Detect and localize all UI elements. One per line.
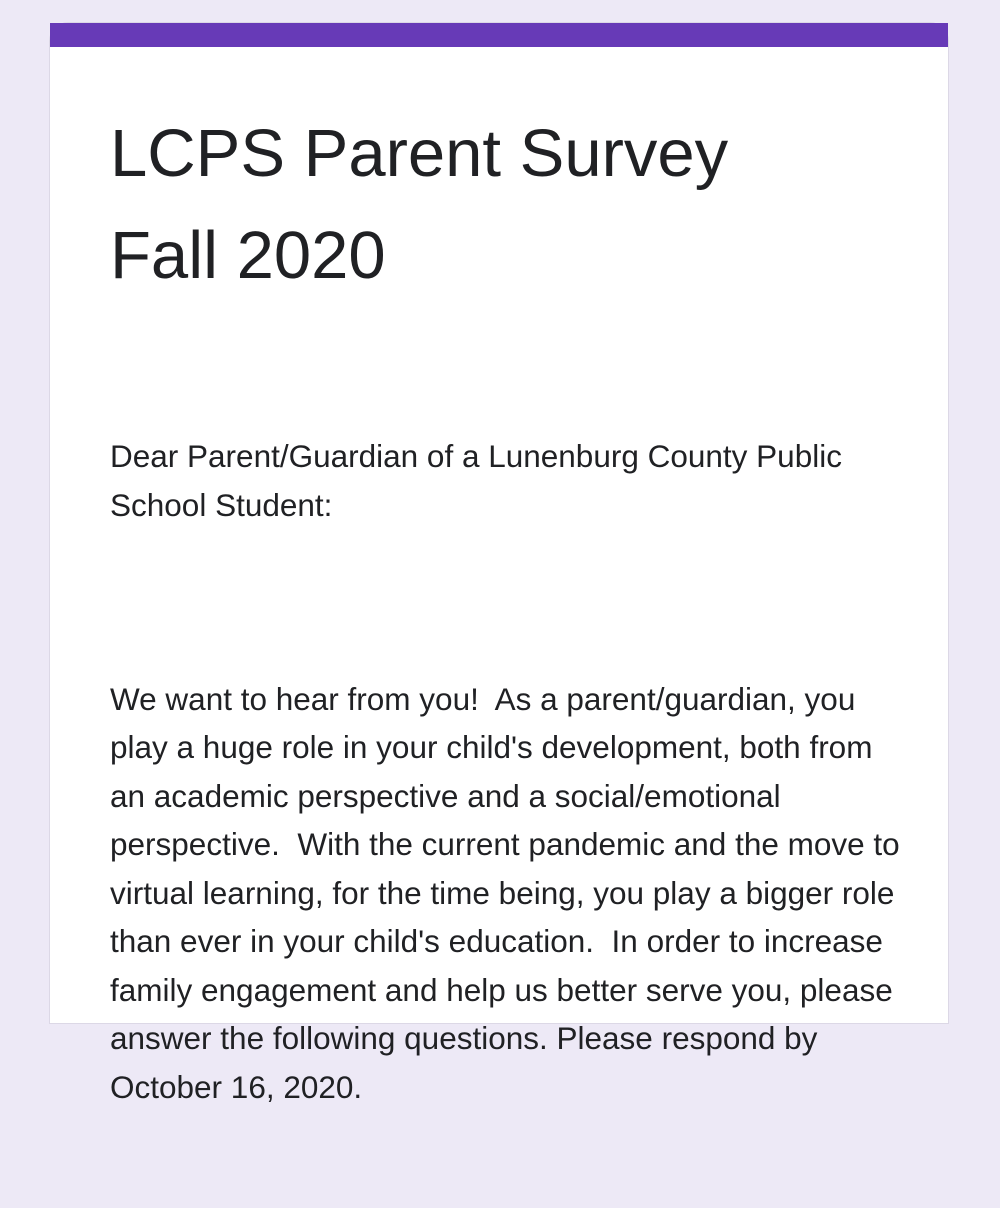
form-greeting: Dear Parent/Guardian of a Lunenburg County Public School Student: xyxy=(110,438,851,523)
form-title xyxy=(110,103,910,307)
form-accent-bar xyxy=(50,23,948,47)
form-description xyxy=(110,335,909,1208)
form-title-line-1: LCPS Parent Survey xyxy=(110,116,729,191)
form-body-text: We want to hear from you! As a parent/guardian, you play a huge role in your child's development, both from an academic perspective and a social/emotional perspective. With the current pandemic and the move to virtual learning, for the time being, you play a bigger role than ever in your child's education. In order to increase family engagement and help us better serve you, please answer the following questions. Please respond by October 16, 2020. xyxy=(110,680,909,1105)
form-header-card xyxy=(50,23,948,1105)
form-title-line-2: Fall 2020 xyxy=(110,218,386,293)
